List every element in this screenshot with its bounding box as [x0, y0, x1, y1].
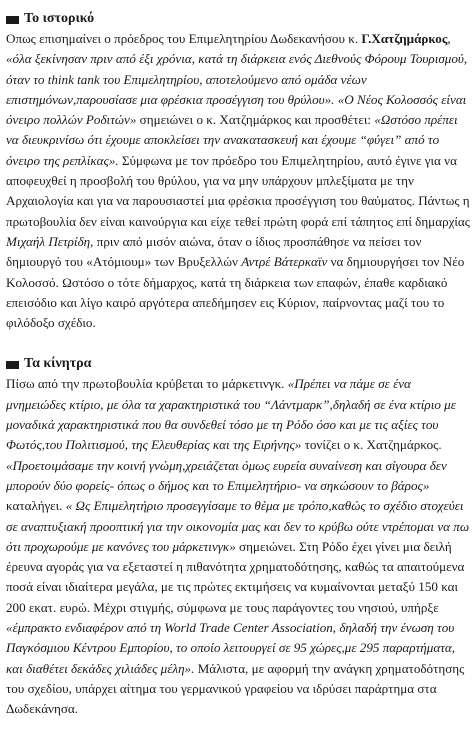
- text-run: , πριν από μισόν αιώνα, όταν ο ίδιος προσπάθησε να πείσει τον δημιουργό του «Ατόμιουμ» των Βρυξελλών: [6, 233, 422, 270]
- text-run: Πίσω από την πρωτοβουλία κρύβεται το μάρκετινγκ.: [6, 376, 288, 392]
- italic-quote: «όλα ξεκίνησαν πριν από έξι χρόνια, κατά τη διάρκεια ενός Διεθνούς Φόρουμ Τουρισμού, όταν το think tank του Επιμελητηρίου, αποτελούμενο από ομάδα νέων επιστημόνων,παρουσίασε μια φρέσκια προσέγγιση του θρύλου».: [6, 51, 468, 107]
- section-history: [6, 9, 470, 333]
- text-run: Μάλιστα, με αφορμή την ανάγκη χρηματοδότησης του σχεδίου, υπάρχει αίτημα του γερμανικού γραφείου να ιδρύσει παράρτημα στα Δωδεκάνησα.: [6, 660, 465, 717]
- text-run: Οπως επισημαίνει ο πρόεδρος του Επιμελητηρίου Δωδεκανήσου κ.: [6, 31, 362, 46]
- section-gap: [6, 333, 470, 354]
- italic-quote: «Ο Νέος Κολοσσός είναι όνειρο πολλών Ροδιτών»: [6, 91, 467, 128]
- bold-name: Γ.Χατζημάρκος: [361, 31, 448, 46]
- square-bullet-icon: [6, 16, 19, 24]
- italic-quote: Μιχαήλ Πετρίδη: [6, 233, 91, 249]
- section-paragraph: [6, 374, 470, 719]
- italic-quote: «έμπρακτο ενδιαφέρον από τη World Trade Center Association, δηλαδή την ένωση του Παγκόσμιου Κέντρου Εμπορίου, το οποίο λειτουργεί σε 95 χώρες,με 295 παραρτήματα, και διαθέτει δεκάδες χιλιάδες μέλη».: [6, 620, 456, 676]
- section-paragraph: [6, 29, 470, 333]
- section-heading-text: Τα κίνητρα: [24, 356, 92, 372]
- italic-quote: Αντρέ Βάτερκαϊν: [241, 254, 328, 270]
- section-incentives: [6, 354, 470, 719]
- italic-quote: «Πρέπει να πάμε σε ένα μνημειώδες κτίριο, με όλα τα χαρακτηριστικά του “Λάντμαρκ”,δηλαδή σε ένα κτίριο με μοναδικά χαρακτηριστικά που θα συνδεθεί τόσο με τη Ρόδο όσο και με τις αξίες του Φωτός,του Πολιτισμού, της Ελευθερίας και της Ειρήνης»: [6, 376, 456, 453]
- square-bullet-icon: [6, 361, 19, 369]
- text-run: καταλήγει.: [6, 498, 66, 514]
- text-run: να δημιουργήσει τον Νέο Κολοσσό. Ωστόσο ο τότε δήμαρχος, κατά τη διάρκεια των επαφών, έπαθε καρδιακό επεισόδιο και λίγο καιρό αργότερα απεδήμησεν εις Κύριον, παίρνοντας μαζί του το φιλόδοξο σχέδιο.: [6, 254, 465, 331]
- text-run: σημειώνει. Στη Ρόδο έχει γίνει μια δειλή έρευνα αγοράς για να εξεταστεί η πιθανότητα χρηματοδότησης, καθώς τα απαιτούμενα ποσά είναι ιδιαίτερα μεγάλα, με τις πρώτες εκτιμήσεις να κυμαίνονται μεταξύ 150 και 200 εκατ. ευρώ. Μέχρι στιγμής, σύμφωνα με τους παράγοντες του νησιού, υπήρξε: [6, 538, 465, 615]
- italic-quote: « Ως Επιμελητήριο προσεγγίσαμε το θέμα με τρόπο,καθώς το σχέδιο στοχεύει σε αναπτυξιακή προοπτική για την οικονομία μας και δεν το κρύβω ούτε ντρέπομαι να πω ότι προχωρούμε με κανόνες του μάρκετινγκ»: [6, 498, 470, 554]
- italic-quote: «Ωστόσο πρέπει να διευκρινίσω ότι έχουμε αποκλείσει την ανακατασκευή και έχουμε “φύγει” από το όνειρο της ρεπλίκας».: [6, 112, 458, 168]
- text-run: τονίζει ο κ. Χατζημάρκος.: [301, 437, 442, 453]
- section-heading: [6, 9, 470, 29]
- italic-quote: «Προετοιμάσαμε την κοινή γνώμη,χρειάζεται όμως ευρεία συναίνεση και σίγουρα δεν μπορούν δύο φορείς- όπως ο δήμος και το Επιμελητήριο- να σηκώσουν το βάρος»: [6, 457, 447, 493]
- text-run: σημειώνει ο κ. Χατζημάρκος και προσθέτει:: [136, 112, 375, 128]
- section-heading-text: Το ιστορικό: [24, 11, 95, 26]
- text-run: ,: [447, 31, 451, 46]
- section-heading: [6, 354, 470, 374]
- text-run: Σύμφωνα με τον πρόεδρο του Επιμελητηρίου, αυτό έγινε για να αποφευχθεί η προσβολή του θρύλου, για να μην υπάρχουν μπλεξίματα με την Αρχαιολογία και για να παρουσιαστεί μια φρέσκια προσέγγιση του θαύματος. Πάντως η πρωτοβουλία δεν είναι καινούργια και είχε τεθεί πρώτη φορά επί τάπητος επί δημαρχίας: [6, 152, 470, 229]
